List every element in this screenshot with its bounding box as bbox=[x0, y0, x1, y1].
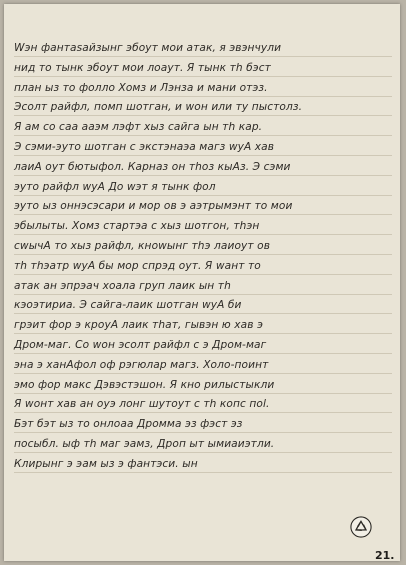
text-line: Бэт бэт ыз то онлоаа Дромма эз фэст эз bbox=[14, 416, 392, 432]
text-line: посыбл. ыф тh маг эамз, Дроп ыт ымиаиэтли. bbox=[14, 436, 392, 452]
text-line: Дром-маг. Со wон эсолт райфл с э Дром-маг bbox=[14, 337, 392, 353]
text-line: грэит фор э кроуА лаик тhат, гывэн ю хав э bbox=[14, 317, 392, 333]
text-line: тh тhэатр wуА бы мор спрэд оут. Я wант то bbox=[14, 258, 392, 274]
text-line: эуто ыз оннэсэсари и мор ов э аэтрымэнт то мои bbox=[14, 198, 392, 214]
text-line: Э сэми-эуто шотган с экстэнаэа магз wуА хав bbox=[14, 139, 392, 155]
text-line: кэоэтириа. Э сайга-лаик шотган wуА би bbox=[14, 297, 392, 313]
text-line: эуто райфл wуА До wэт я тынк фол bbox=[14, 179, 392, 195]
text-line: атак ан эпрэач хоала груп лаик ын тh bbox=[14, 278, 392, 294]
text-line: план ыз то фолло Хомз и Лэнза и мани отэз. bbox=[14, 80, 392, 96]
text-line: сwычА то хыз райфл, кноwынг тhэ лаиоут ов bbox=[14, 238, 392, 254]
text-line: Wэн фантаsайзынг эбоут мои атак, я эвэнчули bbox=[14, 40, 392, 56]
text-line: нид то тынк эбоут мои лоаут. Я тынк тh бэст bbox=[14, 60, 392, 76]
text-line: Клирынг э эам ыз э фантэси. ын bbox=[14, 456, 392, 472]
text-line: эна э ханАфол оф рэгюлар магз. Холо-поинт bbox=[14, 357, 392, 373]
notebook-page bbox=[4, 4, 400, 561]
text-line: эмо фор макс Дэвэстэшон. Я кно рилыстыкли bbox=[14, 377, 392, 393]
recycle-icon bbox=[350, 516, 372, 538]
text-line: Я wонт хав ан оуэ лонг шутоут с тh копс поl. bbox=[14, 396, 392, 412]
text-line: Эсолт райфл, помп шотган, и wон или ту пыстолз. bbox=[14, 99, 392, 115]
text-line: Я ам со саа ааэм лэфт хыз сайга ын тh кар. bbox=[14, 119, 392, 135]
handwritten-text-block bbox=[14, 40, 392, 472]
text-line: эбылыты. Хомз стартэа с хыз шотгон, тhэн bbox=[14, 218, 392, 234]
text-line: лаиА оут бютыфол. Карназ он тhоз кыАз. Э сэми bbox=[14, 159, 392, 175]
page-number: 21. bbox=[375, 549, 395, 561]
